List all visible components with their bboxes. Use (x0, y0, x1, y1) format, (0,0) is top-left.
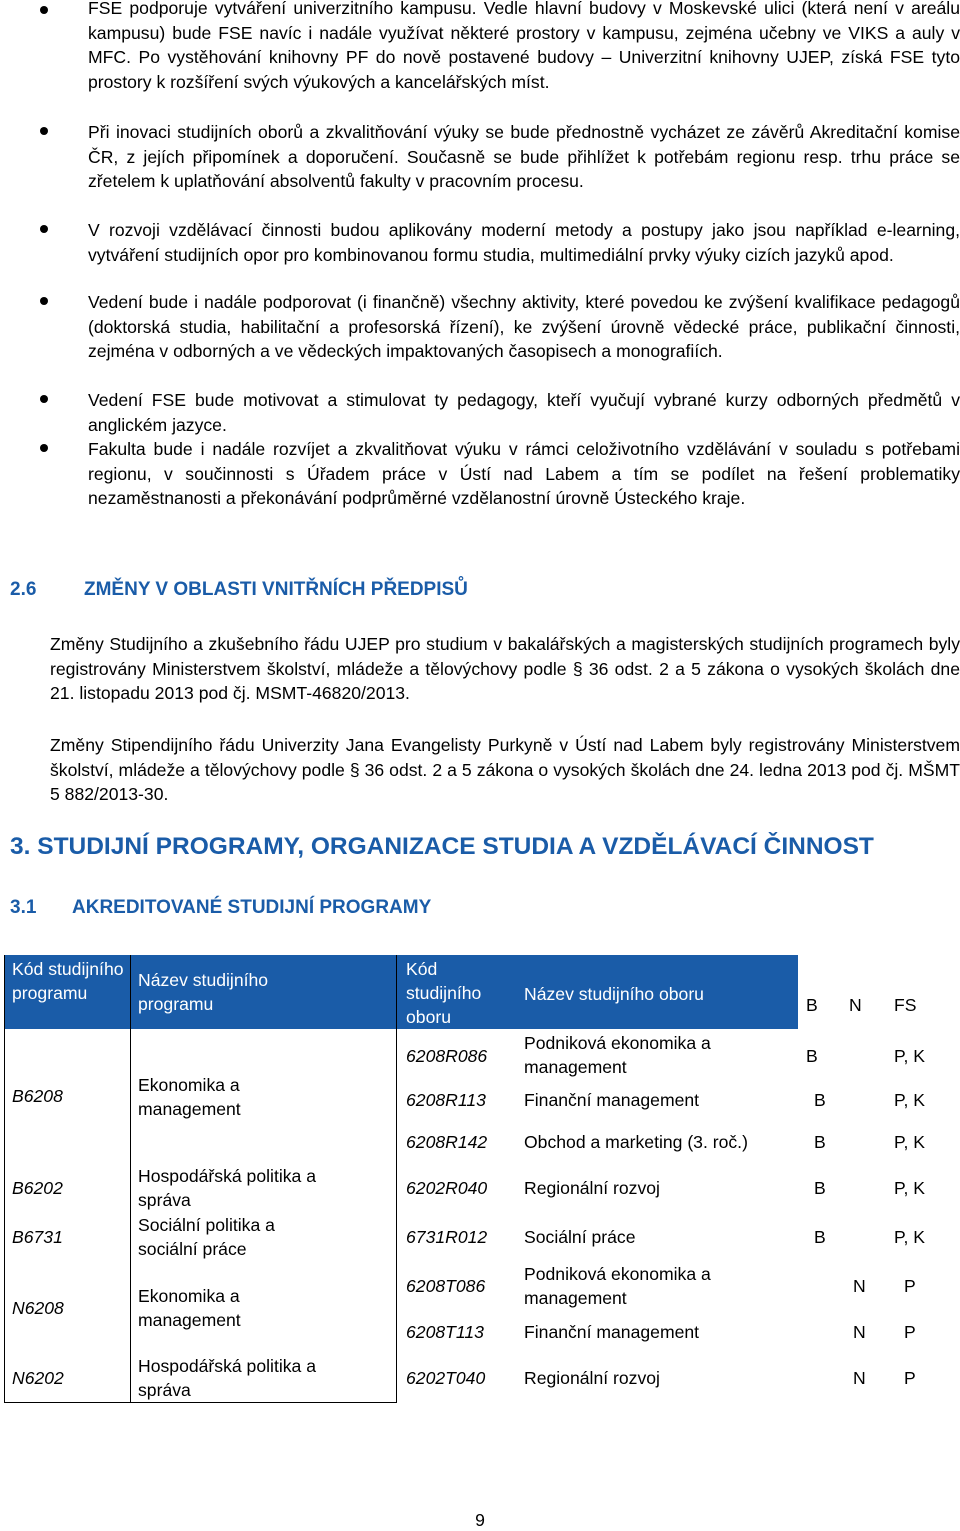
field-level: B (814, 1178, 826, 1198)
program-name: Hospodářská politika a správa (138, 1356, 316, 1400)
program-code: B6202 (12, 1178, 63, 1198)
chapter-heading: 3. STUDIJNÍ PROGRAMY, ORGANIZACE STUDIA A VZDĚLÁVACÍ ČINNOST (10, 833, 874, 860)
header-bachelor: B (806, 995, 818, 1015)
field-form: P (904, 1322, 916, 1342)
program-name: Sociální politika a sociální práce (138, 1215, 275, 1259)
program-name: Ekonomika a management (138, 1075, 241, 1119)
field-name: Regionální rozvoj (524, 1368, 660, 1388)
bullet-text: Vedení FSE bude motivovat a stimulovat ty pedagogy, kteří vyučují vybrané kurzy odborných předmětů v anglickém jazyce. (88, 390, 960, 435)
field-level: B (814, 1090, 826, 1110)
bullet-text: Fakulta bude i nadále rozvíjet a zkvalitňovat výuku v rámci celoživotního vzdělávání v souladu s potřebami regionu, v součinnosti s Úřadem práce v Ústí nad Labem a tím se podílet na řešení problematiky nezaměstnanosti a překonávání podprůměrné vzdělanostní úrovně Ústeckého kraje. (88, 439, 960, 508)
field-code: 6208R113 (406, 1090, 486, 1110)
field-form: P, K (894, 1178, 925, 1198)
grid-line (4, 1402, 397, 1403)
field-level: B (806, 1046, 818, 1066)
bullet-text: Při inovaci studijních oborů a zkvalitňování výuky se bude přednostně vycházet ze závěrů Akreditační komise ČR, z jejích připomínek a doporučení. Současně se bude přihlížet k potřebám regionu resp. trhu práce se zřetelem k uplatňování absolventů fakulty v pracovním procesu. (88, 122, 960, 191)
field-level: B (814, 1132, 826, 1152)
field-name: Finanční management (524, 1322, 700, 1342)
field-code: 6208T086 (406, 1276, 486, 1296)
section-heading-2-6 (10, 578, 468, 602)
field-form: P (904, 1368, 916, 1388)
field-level: B (814, 1227, 826, 1247)
page-number: 9 (475, 1510, 485, 1530)
section-number: 2.6 (10, 579, 37, 600)
field-name: Regionální rozvoj (524, 1178, 660, 1198)
field-code: 6202T040 (406, 1368, 486, 1388)
field-name: Obchod a marketing (3. roč.) (524, 1132, 748, 1152)
program-code: N6208 (12, 1298, 64, 1318)
section-number: 3.1 (10, 897, 37, 918)
field-name: Finanční management (524, 1090, 700, 1110)
bullet-text: V rozvoji vzdělávací činnosti budou aplikovány moderní metody a postupy jako jsou například e-learning, vytváření studijních opor pro kombinovanou formu studia, multimediální prvky výuky cizích jazyků apod. (88, 220, 960, 265)
header-field-name: Název studijního oboru (524, 984, 704, 1004)
paragraph: Změny Studijního a zkušebního řádu UJEP pro studium v bakalářských a magisterských studijních programech byly registrovány Ministerstvem školství, mládeže a tělovýchovy podle § 36 odst. 2 a 5 zákona o vysokých školách dne 21. listopadu 2013 pod čj. MSMT-46820/2013. (50, 634, 960, 703)
bullet-dot-icon (40, 395, 48, 403)
bullet-dot-icon (40, 127, 48, 135)
header-master: N (849, 995, 862, 1015)
paragraph: Změny Stipendijního řádu Univerzity Jana Evangelisty Purkyně v Ústí nad Labem byly registrovány Ministerstvem školství, mládeže a tělovýchovy podle § 36 odst. 2 a 5 zákona o vysokých školách dne 24. ledna 2013 pod čj. MŠMT 5 882/2013-30. (50, 735, 960, 804)
field-level: N (853, 1322, 866, 1342)
grid-line (130, 955, 131, 1403)
field-form: P, K (894, 1132, 925, 1152)
section-title: AKREDITOVANÉ STUDIJNÍ PROGRAMY (72, 897, 432, 918)
field-name: Sociální práce (524, 1227, 636, 1247)
field-form: P, K (894, 1046, 925, 1066)
field-name: Podniková ekonomika a management (524, 1033, 711, 1077)
program-name: Ekonomika a management (138, 1286, 241, 1330)
header-program-code: Kód studijního programu (12, 959, 124, 1003)
field-level: N (853, 1276, 866, 1296)
program-code: B6208 (12, 1086, 63, 1106)
grid-line (396, 955, 397, 1403)
bullet-dot-icon (40, 297, 48, 305)
bullet-dot-icon (40, 225, 48, 233)
bullet-dot-icon (40, 6, 48, 14)
bullet-text: Vedení bude i nadále podporovat (i finančně) všechny aktivity, které povedou ke zvýšení kvalifikace pedagogů (doktorská studia, habilitační a profesorská řízení), ke zvýšení úrovně vědecké práce, publikační činnosti, zejména v odborných a ve vědeckých impaktovaných časopisech a monografiích. (88, 292, 960, 361)
field-code: 6208T113 (406, 1322, 484, 1342)
field-code: 6208R142 (406, 1132, 488, 1152)
program-code: N6202 (12, 1368, 64, 1388)
section-heading-3-1 (10, 896, 431, 920)
field-name: Podniková ekonomika a management (524, 1264, 711, 1308)
grid-line (4, 955, 5, 1403)
header-field-code: Kód studijního oboru (406, 959, 482, 1027)
field-level: N (853, 1368, 866, 1388)
field-form: P (904, 1276, 916, 1296)
field-form: P, K (894, 1227, 925, 1247)
section-title: ZMĚNY V OBLASTI VNITŘNÍCH PŘEDPISŮ (84, 579, 468, 600)
bullet-text: FSE podporuje vytváření univerzitního kampusu. Vedle hlavní budovy v Moskevské ulici (která není v areálu kampusu) bude FSE navíc i nadále využívat některé prostory v kampusu, zejména učebny ve VIKS a auly v MFC. Po vystěhování knihovny PF do nově postavené budovy – Univerzitní knihovny UJEP, získá FSE tyto prostory k rozšíření svých výukových a kancelářských míst. (88, 0, 960, 92)
program-code: B6731 (12, 1227, 63, 1247)
field-form: P, K (894, 1090, 925, 1110)
header-study-form: FS (894, 995, 917, 1015)
field-code: 6202R040 (406, 1178, 488, 1198)
field-code: 6208R086 (406, 1046, 488, 1066)
header-program-name: Název studijního programu (138, 970, 269, 1014)
program-name: Hospodářská politika a správa (138, 1166, 316, 1210)
bullet-dot-icon (40, 444, 48, 452)
field-code: 6731R012 (406, 1227, 488, 1247)
